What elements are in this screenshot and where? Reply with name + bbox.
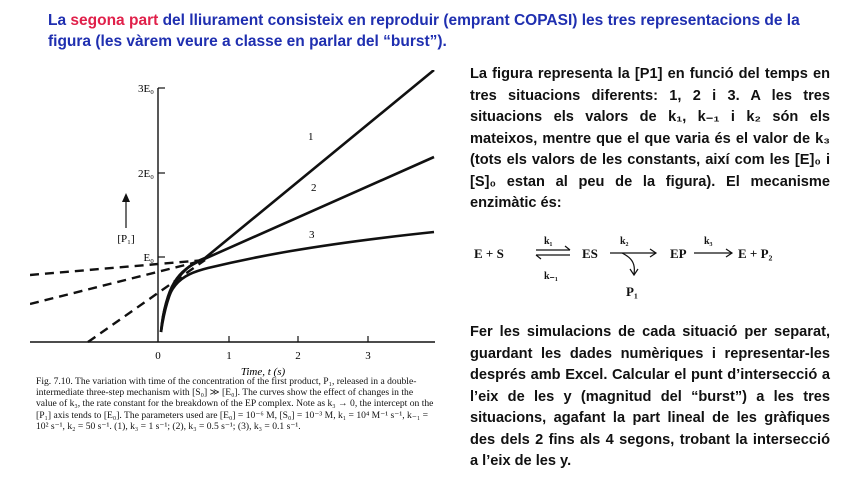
x-axis-label: Time, t (s) [240, 366, 286, 378]
heading-highlight: segona part [70, 12, 159, 29]
heading-pre: La [48, 12, 71, 29]
mech-p1: P₁ [626, 284, 638, 299]
x-tick-3: 3 [365, 350, 371, 362]
mech-e-plus-p2: E + P₂ [738, 246, 773, 261]
heading-post: del lliurament consisteix en reproduir (emprant COPASI) les tres representacions de la figura (les vàrem veure a classe en parlar del “burst”). [48, 12, 800, 50]
x-tick-0: 0 [155, 350, 161, 362]
dashed-extrapolation-1 [88, 260, 205, 342]
x-tick-2: 2 [295, 350, 301, 362]
k3-arrow [694, 249, 732, 257]
y-axis-label: [P₁] [117, 233, 135, 245]
y-tick-e0: E₀ [143, 252, 154, 264]
paragraph-description: La figura representa la [P1] en funció del temps en tres situacions diferents: 1, 2 i 3. A les tres situacions els valors de k₁, k₋₁ i k₂ són els mateixos, mentre que el que varia és el valor de k₃ (tots els valors de les constants, així com les [E]₀ i [S]₀ estan al peu de la figura). El mecanisme enzimàtic és: [470, 66, 830, 211]
x-tick-1: 1 [226, 350, 232, 362]
mech-k1: k₁ [544, 236, 553, 247]
curve-label-3: 3 [309, 229, 315, 241]
assignment-heading [48, 10, 828, 52]
figure-caption: Fig. 7.10. The variation with time of the concentration of the first product, P₁, released in a double-intermediate three-step mechanism with [S₀] ≫ [E₀]. The curves show the effect of changes in the value of k₃, the rate constant for the breakdown of the EP complex. Note as k₃ → 0, the intercept on the [P₁] axis tends to [E₀]. The parameters used are [E₀] = 10⁻⁶ M, [S₀] = 10⁻³ M, k₁ = 10⁴ M⁻¹ s⁻¹, k₋₁ = 10² s⁻¹, k₂ = 50 s⁻¹. (1), k₃ = 1 s⁻¹; (2), k₃ = 0.5 s⁻¹; (3), k₃ = 0.1 s⁻¹. [36, 376, 434, 432]
mech-e-plus-s: E + S [474, 246, 504, 261]
mech-k-minus1: k₋₁ [544, 271, 558, 282]
mech-es: ES [582, 246, 598, 261]
equilibrium-arrow [536, 246, 570, 259]
y-tick-3e0: 3E₀ [137, 83, 154, 95]
y-tick-2e0: 2E₀ [137, 168, 154, 180]
paragraph-instructions: Fer les simulacions de cada situació per separat, guardant les dades numèriques i representar-les després amb Excel. Calcular el punt d’intersecció a l’eix de les y (magnitud del “burst”) a les tres situacions, agafant la part lineal de les gràfiques des dels 2 fins als 4 segons, trobant la intersecció a l’eix de les y. [470, 324, 830, 469]
enzyme-mechanism [470, 224, 830, 304]
curve-label-1: 1 [308, 131, 314, 143]
curve-label-2: 2 [311, 182, 317, 194]
mech-ep: EP [670, 246, 687, 261]
mech-k2: k₂ [620, 236, 629, 247]
curve-1 [161, 70, 434, 332]
mech-k3: k₃ [704, 236, 713, 247]
curve-3 [161, 232, 434, 332]
k2-arrow [610, 249, 656, 275]
